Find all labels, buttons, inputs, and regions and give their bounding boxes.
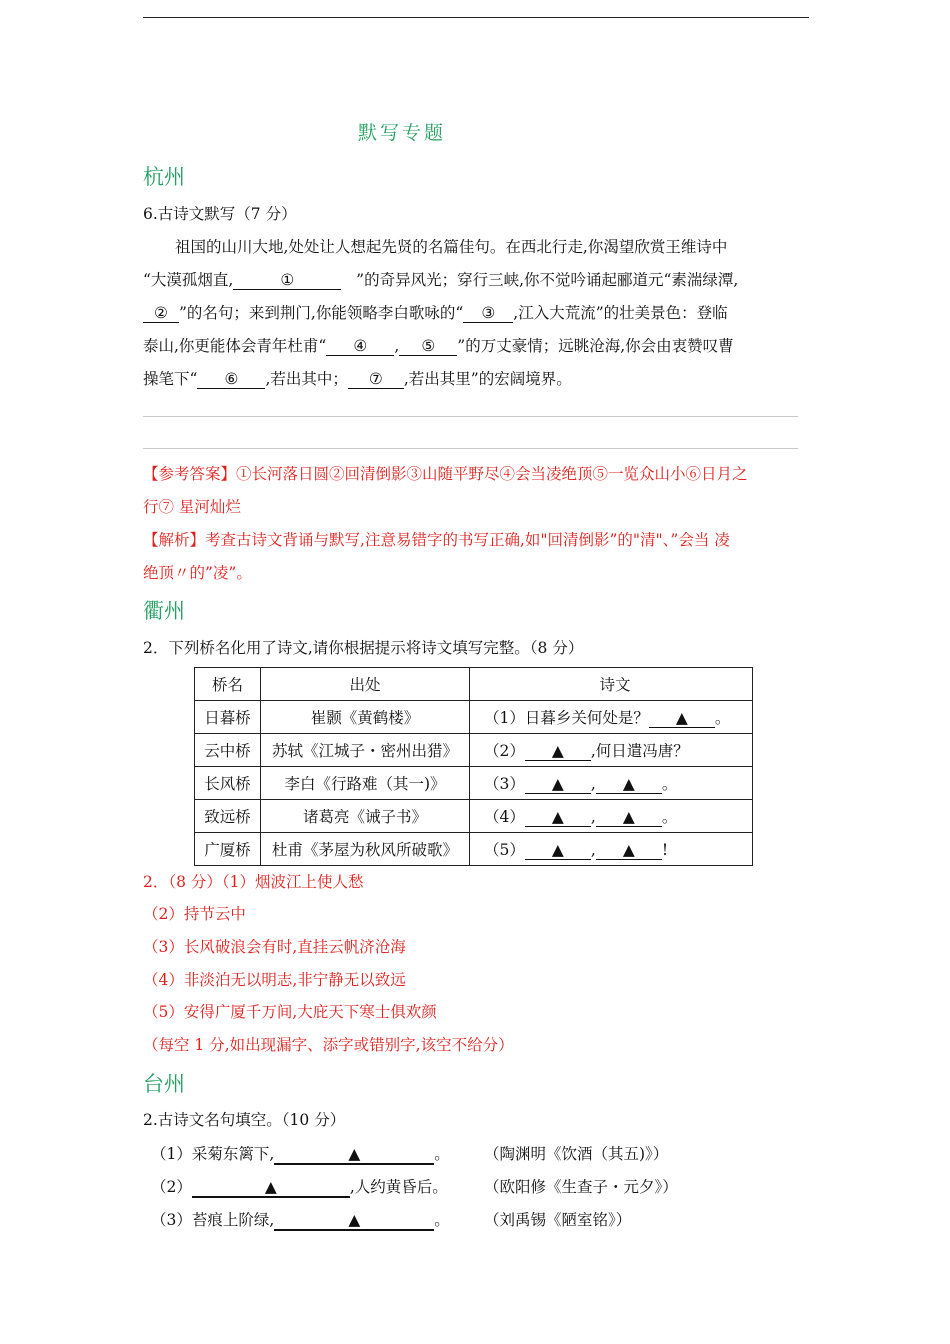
question-title: 2.古诗文名句填空。（10 分） xyxy=(143,1111,346,1129)
poem-cell: （2） ▲ ,何日遣冯唐？ xyxy=(470,734,753,767)
question-title: 2．下列桥名化用了诗文,请你根据提示将诗文填写完整。（8 分） xyxy=(143,639,584,657)
blank: ▲ xyxy=(274,1145,434,1165)
blank: ▲ xyxy=(525,841,591,860)
paragraph-line: “大漠孤烟直, ① ”的奇异风光；穿行三峡,你不觉吟诵起郦道元“素湍绿潭, xyxy=(143,271,739,289)
divider xyxy=(143,448,798,449)
answer-line: （3）长风破浪会有时,直挂云帆济沧海 xyxy=(143,938,406,956)
divider xyxy=(143,416,798,417)
blank: ▲ xyxy=(596,808,662,827)
blank: ⑥ xyxy=(197,370,265,389)
blank: ⑤ xyxy=(399,337,457,356)
bridge-source: 杜甫《茅屋为秋风所破歌》 xyxy=(261,833,470,866)
blank: ▲ xyxy=(596,775,662,794)
region-heading-quzhou: 衢州 xyxy=(143,599,185,623)
header-cell: 桥名 xyxy=(195,668,261,701)
answer-line: （4）非淡泊无以明志,非宁静无以致远 xyxy=(143,971,406,989)
blank: ④ xyxy=(326,337,394,356)
header-cell: 出处 xyxy=(261,668,470,701)
region-heading-hangzhou: 杭州 xyxy=(143,165,185,189)
fill-item: （1）采菊东篱下, ▲ 。 xyxy=(151,1145,450,1163)
page-top-rule xyxy=(143,17,809,18)
bridge-name: 致远桥 xyxy=(195,800,261,833)
blank: ▲ xyxy=(525,808,591,827)
bridge-source: 李白《行路难（其一)》 xyxy=(261,767,470,800)
header-cell: 诗文 xyxy=(470,668,753,701)
poem-source: （刘禹锡《陋室铭》） xyxy=(484,1211,632,1229)
analysis-line: 绝顶〃的”凌”。 xyxy=(143,564,252,582)
poem-cell: （5） ▲ , ▲ ! xyxy=(470,833,753,866)
blank: ▲ xyxy=(525,742,591,761)
answer-line: （5）安得广厦千万间,大庇天下寒士俱欢颜 xyxy=(143,1003,437,1021)
poem-cell: （3） ▲ , ▲ 。 xyxy=(470,767,753,800)
bridge-source: 崔颢《黄鹤楼》 xyxy=(261,701,470,734)
table-row xyxy=(195,767,753,800)
blank: ▲ xyxy=(596,841,662,860)
poem-cell: （4） ▲ , ▲ 。 xyxy=(470,800,753,833)
paragraph-line: 泰山,你更能体会青年杜甫“ ④ , ⑤ ”的万丈豪情；远眺沧海,你会由衷赞叹曹 xyxy=(143,337,734,355)
region-heading-taizhou: 台州 xyxy=(143,1072,185,1096)
bridge-name: 云中桥 xyxy=(195,734,261,767)
blank: ▲ xyxy=(649,709,715,728)
bridge-name: 广厦桥 xyxy=(195,833,261,866)
answer-line: 【参考答案】①长河落日圆②回清倒影③山随平野尽④会当凌绝顶⑤一览众山小⑥日月之 xyxy=(143,465,748,483)
answer-line: 2．（8 分）（1）烟波江上使人愁 xyxy=(143,873,364,891)
question-title: 6.古诗文默写（7 分） xyxy=(143,205,297,223)
analysis-line: 【解析】考查古诗文背诵与默写,注意易错字的书写正确,如"回清倒影”的"清"、”会当 凌 xyxy=(143,531,730,549)
blank: ▲ xyxy=(192,1178,350,1198)
table-row xyxy=(195,833,753,866)
bridge-table xyxy=(194,667,753,866)
paragraph-line: ② ”的名句；来到荆门,你能领略李白歌咏的“ ③ ,江入大荒流”的壮美景色：登临 xyxy=(143,303,728,323)
table-row xyxy=(195,800,753,833)
paragraph-line: 操笔下“ ⑥ ,若出其中； ⑦ ,若出其里”的宏阔境界。 xyxy=(143,370,572,388)
answer-line: （2）持节云中 xyxy=(143,905,246,923)
answer-line: （每空 1 分,如出现漏字、添字或错别字,该空不给分） xyxy=(143,1036,514,1054)
poem-cell: （1）日暮乡关何处是？ ▲ 。 xyxy=(470,701,753,734)
fill-item: （3）苔痕上阶绿, ▲ 。 xyxy=(151,1211,450,1229)
page-title: 默写专题 xyxy=(358,122,447,144)
blank: ⑦ xyxy=(348,370,404,389)
poem-source: （欧阳修《生查子・元夕》） xyxy=(484,1178,678,1196)
blank: ▲ xyxy=(274,1211,434,1231)
blank: ① xyxy=(233,271,341,290)
blank: ③ xyxy=(463,304,513,323)
bridge-source: 苏轼《江城子・密州出猎》 xyxy=(261,734,470,767)
bridge-name: 日暮桥 xyxy=(195,701,261,734)
poem-source: （陶渊明《饮酒（其五)》） xyxy=(484,1145,669,1163)
paragraph-line: 祖国的山川大地,处处让人想起先贤的名篇佳句。在西北行走,你渴望欣赏王维诗中 xyxy=(175,238,728,256)
blank: ② xyxy=(143,304,179,323)
table-header-row xyxy=(195,668,753,701)
table-row xyxy=(195,734,753,767)
bridge-name: 长风桥 xyxy=(195,767,261,800)
bridge-source: 诸葛亮《诫子书》 xyxy=(261,800,470,833)
blank: ▲ xyxy=(525,775,591,794)
table-row xyxy=(195,701,753,734)
fill-item: （2） ▲ ,人约黄昏后。 xyxy=(151,1178,448,1196)
answer-line: 行⑦ 星河灿烂 xyxy=(143,498,241,516)
